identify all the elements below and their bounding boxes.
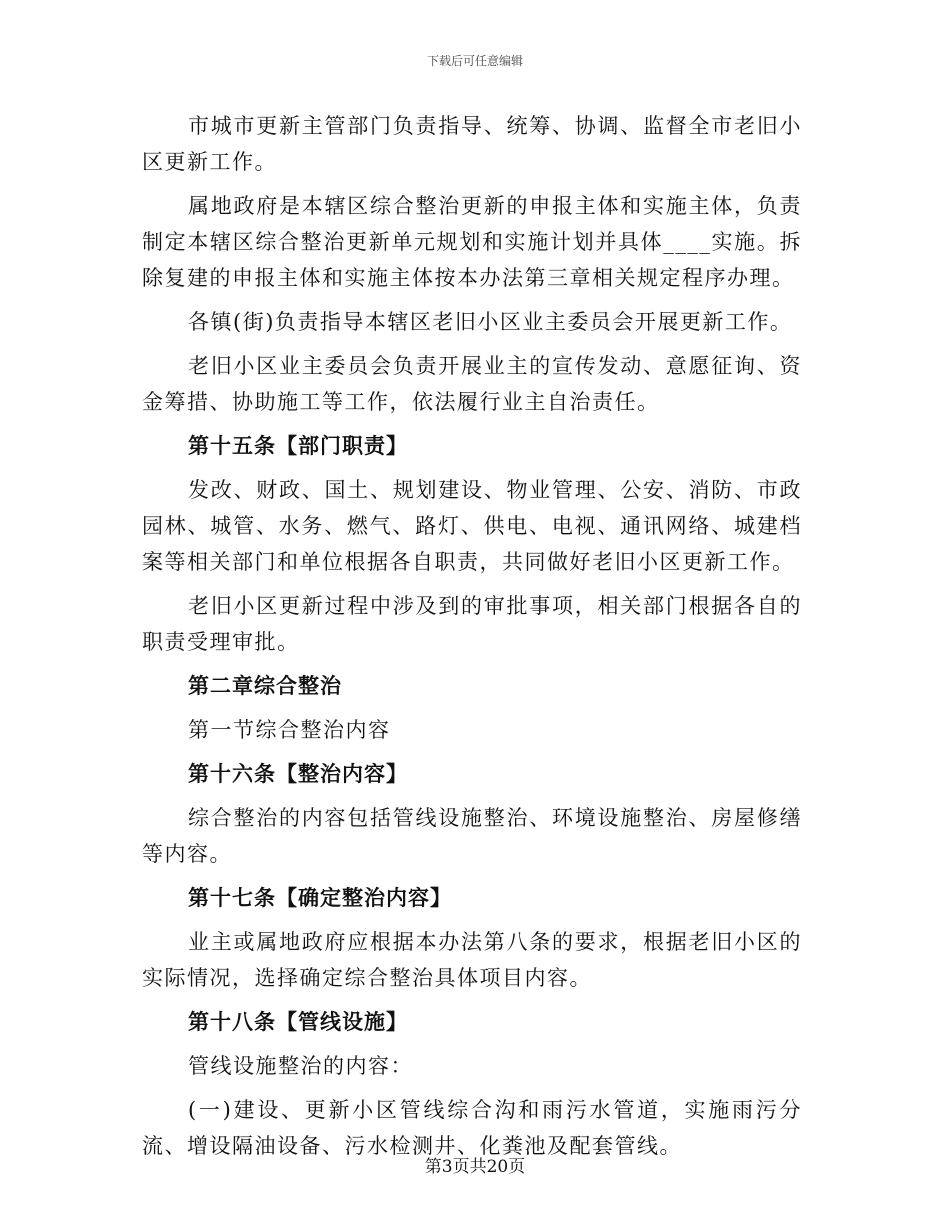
paragraph: 综合整治的内容包括管线设施整治、环境设施整治、房屋修缮等内容。 [142,806,802,866]
article-heading: 第十六条【整治内容】 [188,761,408,786]
paragraph: 发改、财政、国土、规划建设、物业管理、公安、消防、市政园林、城管、水务、燃气、路灯、供电、电视、通讯网络、城建档案等相关部门和单位根据各自职责，共同做好老旧小区更新工作。 [142,478,802,574]
paragraph: 管线设施整治的内容： [188,1054,413,1078]
article-heading: 第十八条【管线设施】 [188,1009,408,1034]
paragraph: 市城市更新主管部门负责指导、统筹、协调、监督全市老旧小区更新工作。 [142,114,802,174]
chapter-heading: 第二章综合整治 [188,673,342,698]
page-number: 第3页共20页 [424,1157,526,1177]
paragraph: (一)建设、更新小区管线综合沟和雨污水管道，实施雨污分流、增设隔油设备、污水检测井、化粪池及配套管线。 [142,1098,802,1158]
article-heading: 第十五条【部门职责】 [188,433,408,458]
article-heading: 第十七条【确定整治内容】 [188,885,452,910]
document-body [142,108,802,1172]
paragraph: 属地政府是本辖区综合整治更新的申报主体和实施主体，负责制定本辖区综合整治更新单元规划和实施计划并具体____实施。拆除复建的申报主体和实施主体按本办法第三章相关规定程序办理。 [142,194,802,290]
header-note: 下载后可任意编辑 [426,54,523,68]
paragraph: 老旧小区更新过程中涉及到的审批事项，相关部门根据各自的职责受理审批。 [142,594,802,654]
section-title: 第一节综合整治内容 [188,718,391,742]
paragraph: 老旧小区业主委员会负责开展业主的宣传发动、意愿征询、资金筹措、协助施工等工作，依法履行业主自治责任。 [142,354,802,414]
paragraph: 各镇(街)负责指导本辖区老旧小区业主委员会开展更新工作。 [188,310,793,334]
paragraph: 业主或属地政府应根据本办法第八条的要求，根据老旧小区的实际情况，选择确定综合整治具体项目内容。 [142,930,802,990]
